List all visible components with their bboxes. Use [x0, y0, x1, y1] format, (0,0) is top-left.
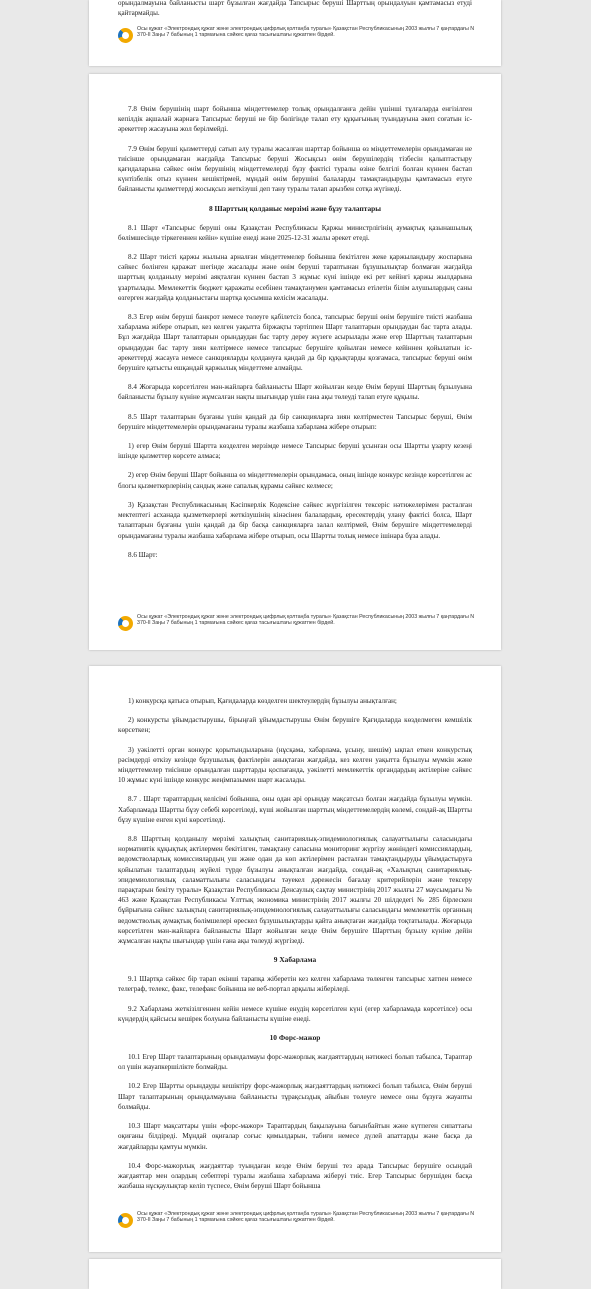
paragraph: 7.8 Өнім берушінің шарт бойынша міндеттемелер толық орындалғанға дейін үшінші тұлғаларда енгізілген кепілдік ақшалай жарнаға Тапсырыс беруші не бір бөлігінде талап ету құқығының туындауына әкеп соғатын іс-әрекеттер жасауына жол берілмейді. [118, 105, 472, 134]
paragraph: 8.2 Шарт тиісті қаржы жылына арналған міндеттемелер бойынша бекітілген жеке қаржыландыру жоспарына сәйкес бөлінген қаражат шегінде жасалады және өнім беруші тараптынан бұзушылықтар болмаған жағдайда шарттың қолданылу мерзімі аяқталған күннен бастап 3 жұмыс күні ішінде екі рет кейінгі қаржы жылдарына ұзартылады. Мемлекеттік бюджет қаражаты есебінен тамақтанумен қамтамасыз етілетін білім алушылардың саны өзгерген жағдайда қолданыстағы шартқа қосымша келісім жасалады. [118, 253, 472, 302]
footer-text: Осы құжат «Электрондық құжат және электрондық цифрлық қолтаңба туралы» Қазақстан Республикасының 2003 жылғы 7 қаңтардағы N 370-II Заңы 7 бабының 1 тармағына сәйкес қағаз тасығыштағы құжатпен бірдей. [137, 614, 475, 627]
paragraph: 8.7 . Шарт тараптардың келісімі бойынша, оны одан әрі орындау мақсатсыз болған жағдайда бұзылуы мүмкін. Хабарламада Шартты бұзу себебі көрсетіледі, күші жойылған шарттың міндеттемелердің көлемі, сондай-ақ Шартты бұзу күшіне енген күні көрсетіледі. [118, 795, 472, 824]
page-footer [118, 26, 481, 43]
paragraph: 2) конкурсты ұйымдастырушы, бірыңғай ұйымдастырушы Өнім берушіге Қағидаларда көзделмеген кемшілік көрсеткен; [118, 716, 472, 735]
paragraph: 2) егер Өнім беруші Шарт бойынша өз міндеттемелерін орындамаса, оның ішінде конкурс кезінде көрсетілген ас блогы қызметкерлерінің сандық және сапалық құрамы сәйкес келмесе; [118, 471, 472, 490]
paragraph: орындалмауына байланысты шарт бұзылған жағдайда Тапсырыс беруші Шарттың орындалуын қамтамасыз етуді қайтармайды. [118, 0, 472, 18]
page-footer [118, 1211, 481, 1228]
paragraph: 8.1 Шарт «Тапсырыс беруші оны Қазақстан Республикасы Қаржы министрлігінің аумақтық қазынашылық бөлімшесінде тіркегеннен кейін» күшіне енеді және 2025-12-31 жылы әрекет етеді. [118, 223, 472, 242]
paragraph: 8.6 Шарт: [128, 550, 158, 559]
paragraph: 8.4 Жоғарыда көрсетілген мән-жайларға байланысты Шарт жойылған кезде Өнім беруші Шарттың бұзылуына байланысты бұзылу күніне жұмсалған нақты шығындар үшін ғана ақы төлеуді талап етуге құқылы. [118, 383, 472, 402]
paragraph: 3) Қазақстан Республикасының Кәсіпкерлік Кодексіне сәйкес жүргізілген тексеріс нәтижелерімен расталған мектептегі асханада қызметкерлері жеткізушінің кінәсінен балалардың, ересектердің улану фактісі болса, Шарт талаптарын бұзғаны үшін қандай да бір басқа санкцияларға залал келтірмей, Өнім берушіге міндеттемелерді орындамағаны туралы жазбаша хабарлама жібере отырып, осы Шартты толық немесе ішінара бұза алады. [118, 500, 472, 540]
paragraph: 8.3 Егер өнім беруші банкрот немесе төлеуге қабілетсіз болса, тапсырыс беруші өнім берушіге тиісті жазбаша хабарлама жібере отырып, кез келген уақытта біржақты тәртіппен Шарт талаптарын орындаудан бас тарта алады. Бұл жағдайда Шарт талаптарын орындаудан бас тарту дереу жүзеге асырылады және егер Шарттың талаптарын орындаудан бас тарту зиян келтірмесе немесе тапсырыс берушіге қойылған немесе кейіннен қойылатын іс-әрекеттерді жасауға немесе санкцияларды қолдануға қандай да бір құқықтарды қозғамаса, тапсырыс беруші өнім берушіге қатысты ешқандай қаржылық міндеттеме алмайды. [118, 313, 472, 373]
section-heading: 9 Хабарлама [273, 955, 317, 965]
document-page [89, 0, 501, 66]
paragraph: 10.1 Егер Шарт талаптарының орындалмауы форс-мажорлық жағдаяттардың нәтижесі болып табылса, Тараптар ол үшін жауапкершілікте болмайды. [118, 1053, 472, 1072]
paragraph: 10.4 Форс-мажорлық жағдаяттар туындаған кезде Өнім беруші тез арада Тапсырыс берушіге осындай жағдаяттар мен олардың себептері туралы жазбаша хабарлама жіберуі тиіс. Егер Тапсырыс берушіден басқа жазбаша нұсқаулықтар келіп түспесе, Өнім беруші Шарт бойынша [118, 1161, 472, 1191]
page-content [118, 104, 472, 569]
footer-text: Осы құжат «Электрондық құжат және электрондық цифрлық қолтаңба туралы» Қазақстан Республикасының 2003 жылғы 7 қаңтардағы N 370-II Заңы 7 бабының 1 тармағына сәйкес қағаз тасығыштағы құжатпен бірдей. [137, 26, 475, 39]
paragraph: 7.9 Өнім беруші қызметтерді сатып алу туралы жасалған шарттар бойынша өз міндеттемелерін орындамаған не тиісінше орындамаған жағдайда Тапсырыс беруші Жосықсыз өнім берушілердің тізбесін қалыптастыру қағидаларына сәйкес өнім берушінің міндеттемелерді бұзу фактісі туралы өзіне белгілі болған күннен бастап күнтізбелік отыз күннен кешіктірмей, мұндай өнім берушіні балаларды тамақтандыруды қамтамасыз етуге байланысты қызметтерді жосықсыз жеткізуші деп тану туралы талап арызбен сотқа жүгінеді. [118, 144, 472, 194]
paragraph: 1) конкурсқа қатыса отырып, Қағидаларда көзделген шектеулердің бұзылуы анықталған; [128, 697, 397, 705]
paragraph: 9.2 Хабарлама жеткізілгеннен кейін немесе күшіне енудің көрсетілген күні (егер хабарламада көрсетілсе) осы күндердің қайсысы кешірек болуына байланысты күшіне енеді. [118, 1004, 472, 1023]
e-signature-logo-icon [118, 1213, 133, 1228]
footer-text: Осы құжат «Электрондық құжат және электрондық цифрлық қолтаңба туралы» Қазақстан Республикасының 2003 жылғы 7 қаңтардағы N 370-II Заңы 7 бабының 1 тармағына сәйкес қағаз тасығыштағы құжатпен бірдей. [137, 1211, 475, 1224]
paragraph: 9.1 Шартқа сәйкес бір тарап екінші тарапқа жіберетін кез келген хабарлама төленген тапсырыс хатпен немесе телеграф, телекс, факс, телефакс бойынша не веб-портал арқылы жіберіледі. [118, 975, 472, 994]
section-heading: 8 Шарттың қолданыс мерзімі және бұзу талаптары [208, 203, 382, 213]
page-content [118, 696, 472, 1200]
page-footer [118, 614, 481, 631]
document-page [89, 74, 501, 650]
document-page [89, 666, 501, 1252]
e-signature-logo-icon [118, 28, 133, 43]
paragraph: 10.3 Шарт мақсаттары үшін «форс-мажор» Тараптардың бақылауына бағынбайтын және күтпеген сипаттағы оқиғаны білдіреді. Мұндай оқиғалар соғыс қимылдарын, табиғи немесе дүлей апаттарды және басқа да жағдайларды қамтуы мүмкін. [118, 1122, 472, 1151]
e-signature-logo-icon [118, 616, 133, 631]
paragraph: 8.8 Шарттың қолданылу мерзімі халықтың санитариялық-эпидемиологиялық салауаттылығы саласындағы нормативтік құқықтық актілермен бекітілген, тамақтану сапасына мониторинг жүргізу жөніндегі комиссиялардың, ведомстволарлық комиссиялардың уш және одан да көп актілерімен расталған тамақтандыруды ұйымдастыруға қойылатын талаптардың жүйелі түрде бұзылуы анықталған жағдайда, сондай-ақ «Халықтың санитариялық-эпидемиологиялық саламаттылығы саласындағы тәуекел дәрежесін бағалау критерийлерін және тексеру парақтарын бекіту туралы» Қазақстан Республикасы Денсаулық сақтау министрінің 2017 жылғы 27 маусымдағы № 463 және Қазақстан Республикасы Ұлттық экономика министрінің 2017 жылғы 20 шілдедегі № 285 бірлескен бұйрығына сәйкес халықтың санитариялық-эпидемиологиялық салауаттылығы саласындағы мемлекеттік органның ведомстволық аумақтық бөлімшелері өрескел бұзушылықтарды қайта анықтаған жағдайда тоқтатылады. Жоғарыда көрсетілген мән-жайларға байланысты Шарт жойылған кезде Өнім берушіге Шарттың бұзылу күніне дейін жұмсалған нақты шығындар үшін ғана ақы төлеуді жүргізеді. [118, 835, 472, 946]
paragraph: 1) егер Өнім беруші Шартта көзделген мерзімде немесе Тапсырыс беруші ұсынған осы Шартты ұзарту кезеңі ішінде қызметтер көрсете алмаса; [118, 442, 472, 461]
page-content [118, 0, 472, 27]
paragraph: 3) уәкілетті орган конкурс қорытындыларына (нұсқама, хабарлама, ұсыну, шешім) ықпал еткен конкурстық рәсімдерді өткізу кезінде бұзушылық фактілерін анықтаған жағдайда, кез келген уақытта бұзылуы мүмкін және міндеттемелер тиісінше орындалған шарттарды қоспағанда, уәкілетті мемлекеттік органдардың актілеріне сәйкес 10 жұмыс күні ішінде конкурс жеңімпазымен шарт жасалады. [118, 745, 472, 785]
paragraph: 10.2 Егер Шартты орындауды кешіктіру форс-мажорлық жағдаяттардың нәтижесі болып табылса, Өнім беруші Шарт талаптарының орындалмауына байланысты тұрақсыздық айыбын төлеуге немесе оны бұзуға жауапты болмайды. [118, 1082, 472, 1111]
section-heading: 10 Форс-мажор [269, 1033, 321, 1043]
document-page [89, 1259, 501, 1289]
paragraph: 8.5 Шарт талаптарын бұзғаны үшін қандай да бір санкцияларға зиян келтірместен Тапсырыс беруші, Өнім берушіге міндеттемелерін орындамағаны туралы жазбаша хабарлама жібере отырып: [118, 412, 472, 431]
